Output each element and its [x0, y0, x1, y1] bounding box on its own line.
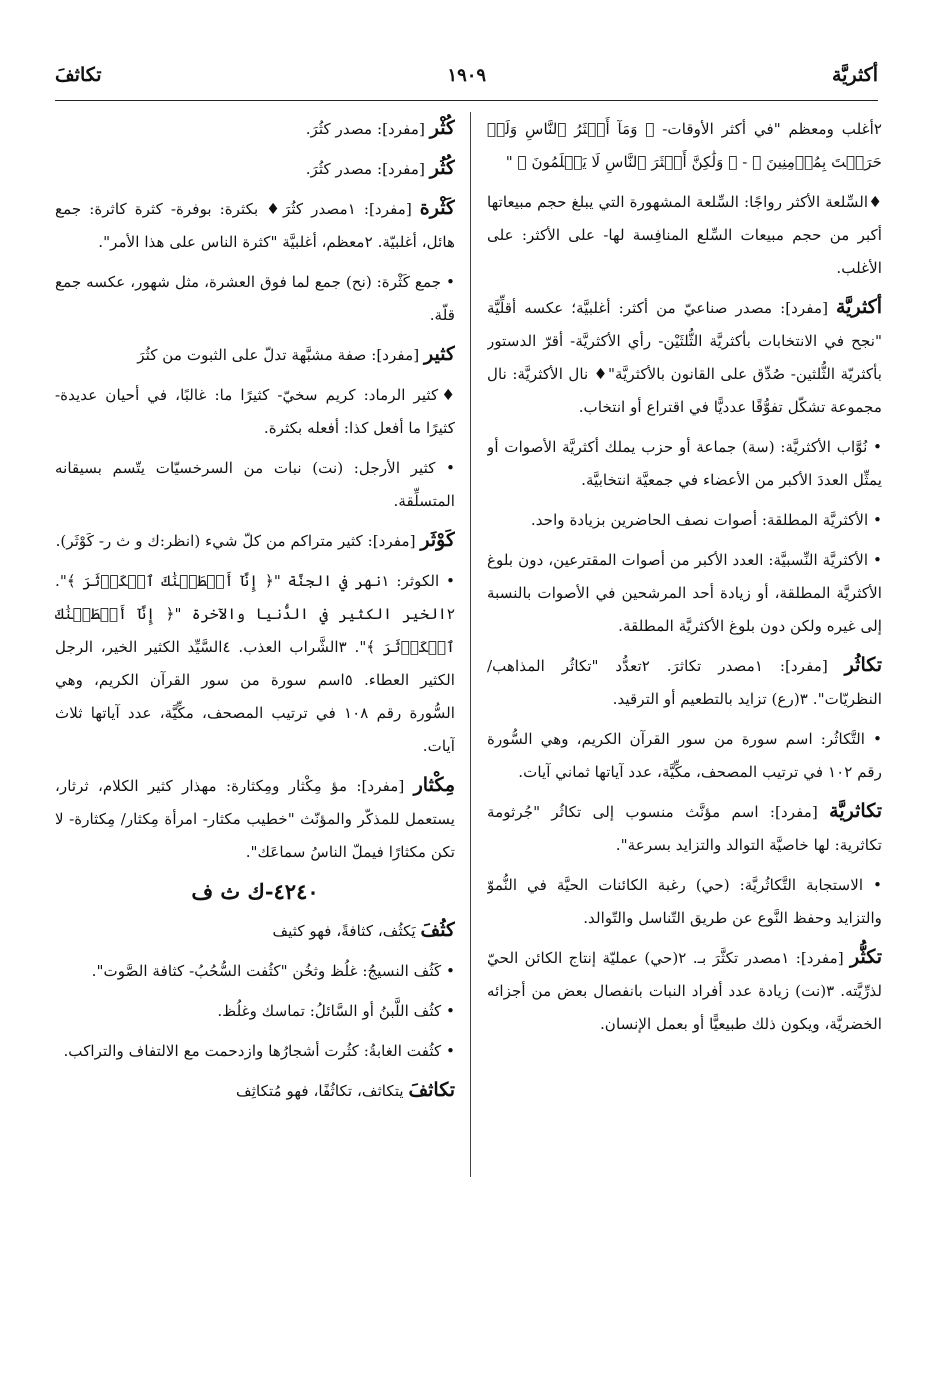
column-divider: [470, 112, 471, 1177]
entry: [487, 722, 882, 789]
entry: [55, 265, 455, 332]
root-heading: ٤٢٤٠-ك ث ف: [191, 879, 319, 904]
left-guide-word: تكاثفَ: [55, 64, 102, 86]
page-header: [55, 58, 878, 92]
entry: [487, 291, 882, 424]
entry-text: • الاستجابة التَّكاثُريَّة: (حي) رغبة الكائنات الحيَّة في النُّموّ والتزايد وحفظ النَّوع عن طريق التّناسل والتّوالد.: [487, 876, 882, 927]
entry: [487, 430, 882, 497]
entry: [55, 914, 455, 948]
entry-text: [مفرد]: مؤ مِكْثار ومِكثارة: مهذار كثير الكلام، ثرثار، يستعمل للمذكّر والمؤنّث "خطيب مكثار- امرأة مِكثار/ مِكثارة- لا تكن مكثارًا فيملّ الناسُ سماعَك".: [55, 777, 455, 861]
left-column: [55, 112, 455, 1192]
entry-text: • التَّكاثُر: اسم سورة من سور القرآن الكريم، وهي السُّورة رقم ١٠٢ في ترتيب المصحف، مكِّيَّة، عدد آياتها ثماني آيات.: [487, 730, 882, 781]
entry: [55, 769, 455, 869]
entry-text: [مفرد]: مصدر صناعيّ من أكثر: أغلبيَّة؛ عكسه أقلِّيَّة "نجح في الانتخابات بأكثريَّة الثُّلثَيْن- رأي الأكثريَّة- أقرّ الدستور بأكثريّة الثُّلثين- صُدِّق على القانون بالأكثريَّة"♦ نال الأكثريَّة: نال مجموعة تشكّل تفوُّقًا عدديًّا في اقتراع أو انتخاب.: [487, 299, 882, 416]
entry-text: يَكثُف، كثافةً، فهو كثيف: [272, 922, 421, 940]
entry: [487, 503, 882, 537]
entry-text: يتكاثف، تكاثُفًا، فهو مُتكاثِف: [236, 1082, 409, 1100]
entry-text: • كثُفت الغابةُ: كثُرت أشجارُها وازدحمت مع الالتفاف والتراكب.: [63, 1042, 455, 1060]
headword: كُثُر: [429, 157, 455, 179]
headword: مِكْثار: [413, 774, 455, 796]
entry: [55, 954, 455, 988]
entry: [487, 649, 882, 716]
headword: أكثريَّة: [835, 296, 882, 318]
header-rule: [55, 100, 878, 101]
entry: [487, 112, 882, 179]
entry: [55, 338, 455, 372]
headword: كَثْرة: [419, 197, 455, 219]
headword: كَوْثَر: [420, 529, 455, 551]
entry-text: • الأكثريَّة النِّسبيَّة: العدد الأكبر من أصوات المقترعين، دون بلوغ الأكثريَّة المطلقة، أو زيادة أحد المرشحين في الأصوات بالنسبة إلى غيره ولكن دون بلوغ الأكثريَّة المطلقة.: [487, 551, 882, 635]
entry-text: • كثير الأرجل: (نت) نبات من السرخسيّات يتّسم بسيقانه المتسلِّقة.: [55, 459, 455, 510]
entry-text: • جمع كَثْرة: (نح) جمع لما فوق العشرة، مثل شهور، عكسه جمع قلّة.: [55, 273, 455, 324]
entry: [55, 994, 455, 1028]
entry: [55, 378, 455, 445]
entry-text: [مفرد]: ١مصدر تكثَّرَ بـ. ٢(حي) عمليّة إنتاج الكائن الحيّ لذرِّيَّته. ٣(نت) زيادة عدد أفراد النبات بانفصال بعض من أجزائه الخضريَّة، ويكون ذلك طبيعيًّا أو بعمل الإنسان.: [487, 949, 882, 1033]
headword: كثير: [424, 343, 455, 365]
entry-text: ♦كثير الرماد: كريم سخيّ- كثيرًا ما: غالبًا، في أحيان عديدة- كثيرًا ما أفعل كذا: أفعله بكثرة.: [55, 386, 455, 437]
entry-text: • نُوَّاب الأكثريَّة: (سة) جماعة أو حزب يملك أكثريَّة الأصوات أو يمثِّل العددَ الأكبر من الأعضاء في جمعيَّة انتخابيَّة.: [487, 438, 882, 489]
entry-text: ٢أغلب ومعظم "في أكثر الأوقات- ﴿ وَمَآ أَكۡثَرُ ٱلنَّاسِ وَلَوۡ حَرَصۡتَ بِمُؤۡمِنِينَ ﴾ - ﴿ وَلَٰكِنَّ أَكۡثَرَ ٱلنَّاسِ لَا يَعۡلَمُونَ ﴾ ": [487, 120, 882, 171]
entry: [55, 1074, 455, 1108]
entry-text: ♦السِّلعة الأكثر رواجًا: السِّلعة المشهورة التي يبلغ حجم مبيعاتها أكبر من حجم مبيعات السِّلع المنافِسة لها- على الأكثر: على الأغلب.: [487, 193, 882, 277]
entry: [487, 941, 882, 1041]
entry: [55, 524, 455, 558]
entry-text: [مفرد]: مصدر كثُرَ.: [305, 160, 430, 178]
entry: [487, 185, 882, 285]
headword: كُثْر: [429, 117, 455, 139]
entry: [55, 1034, 455, 1068]
entry: [487, 543, 882, 643]
entry-text: • الكوثر: ١نهر في الجنَّة "﴿ إِنَّآ أَعۡطَيۡنَٰكَ ٱلۡكَوۡثَرَ ﴾". ٢الخير الكثير في الدُّنيا والآخرة "﴿ إِنَّآ أَعۡطَيۡنَٰكَ ٱلۡكَوۡثَرَ ﴾". ٣الشَّراب العذب. ٤السَّيِّد الكثير الخير، الرجل الكثير العطاء. ٥اسم سورة من سور القرآن الكريم، وهي السُّورة رقم ١٠٨ في ترتيب المصحف، مكِّيَّة، عدد آياتها ثلاث آيات.: [55, 572, 455, 755]
headword: كثُفَ: [420, 919, 455, 941]
entry: [55, 112, 455, 146]
entry-text: • كَثُف النسيجُ: غلُظ وثخُن "كثُفت السُّحُبُ- كثافة الصَّوت".: [91, 962, 455, 980]
entry-text: [مفرد]: صفة مشبَّهة تدلّ على الثبوت من كثُرَ: [137, 346, 424, 364]
right-guide-word: أكثريَّة: [831, 64, 878, 86]
entry: [487, 868, 882, 935]
headword: تكاثريَّة: [829, 800, 882, 822]
entry: [55, 192, 455, 259]
entry: [55, 152, 455, 186]
entry-text: • كثُف اللَّبنُ أو السَّائلُ: تماسك وغلُظ.: [217, 1002, 455, 1020]
entry: [55, 564, 455, 763]
entry-text: [مفرد]: كثير متراكم من كلّ شيء (انظر:ك و ث ر- كَوْثَر).: [55, 532, 421, 550]
entry-text: [مفرد]: ١مصدر تكاثرَ. ٢تعدُّد "تكاثُر المذاهب/ النظريّات". ٣(رع) تزايد بالتطعيم أو الترقيد.: [487, 657, 882, 708]
headword: تكثُّر: [850, 946, 882, 968]
entry-text: [مفرد]: اسم مؤنَّث منسوب إلى تكاثُر "جُرثومة تكاثرية: لها خاصيَّة التوالد والتزايد بسرعة".: [487, 803, 882, 854]
page-number: ١٩٠٩: [447, 64, 487, 86]
right-column: [487, 112, 882, 1192]
entry-text: [مفرد]: ١مصدر كثُرَ♦ بكثرة: بوفرة- كثرة كاثرة: جمع هائل، أغلبيّة. ٢معظم، أغلبيَّة "كثرة الناس على هذا الأمر".: [55, 200, 455, 251]
entry-text: • الأكثريَّة المطلقة: أصوات نصف الحاضرين بزيادة واحد.: [530, 511, 882, 529]
entry: [487, 795, 882, 862]
headword: تكاثُر: [844, 654, 882, 676]
entry: [55, 451, 455, 518]
entry-text: [مفرد]: مصدر كثُرَ.: [305, 120, 430, 138]
headword: تكاثفَ: [408, 1079, 455, 1101]
